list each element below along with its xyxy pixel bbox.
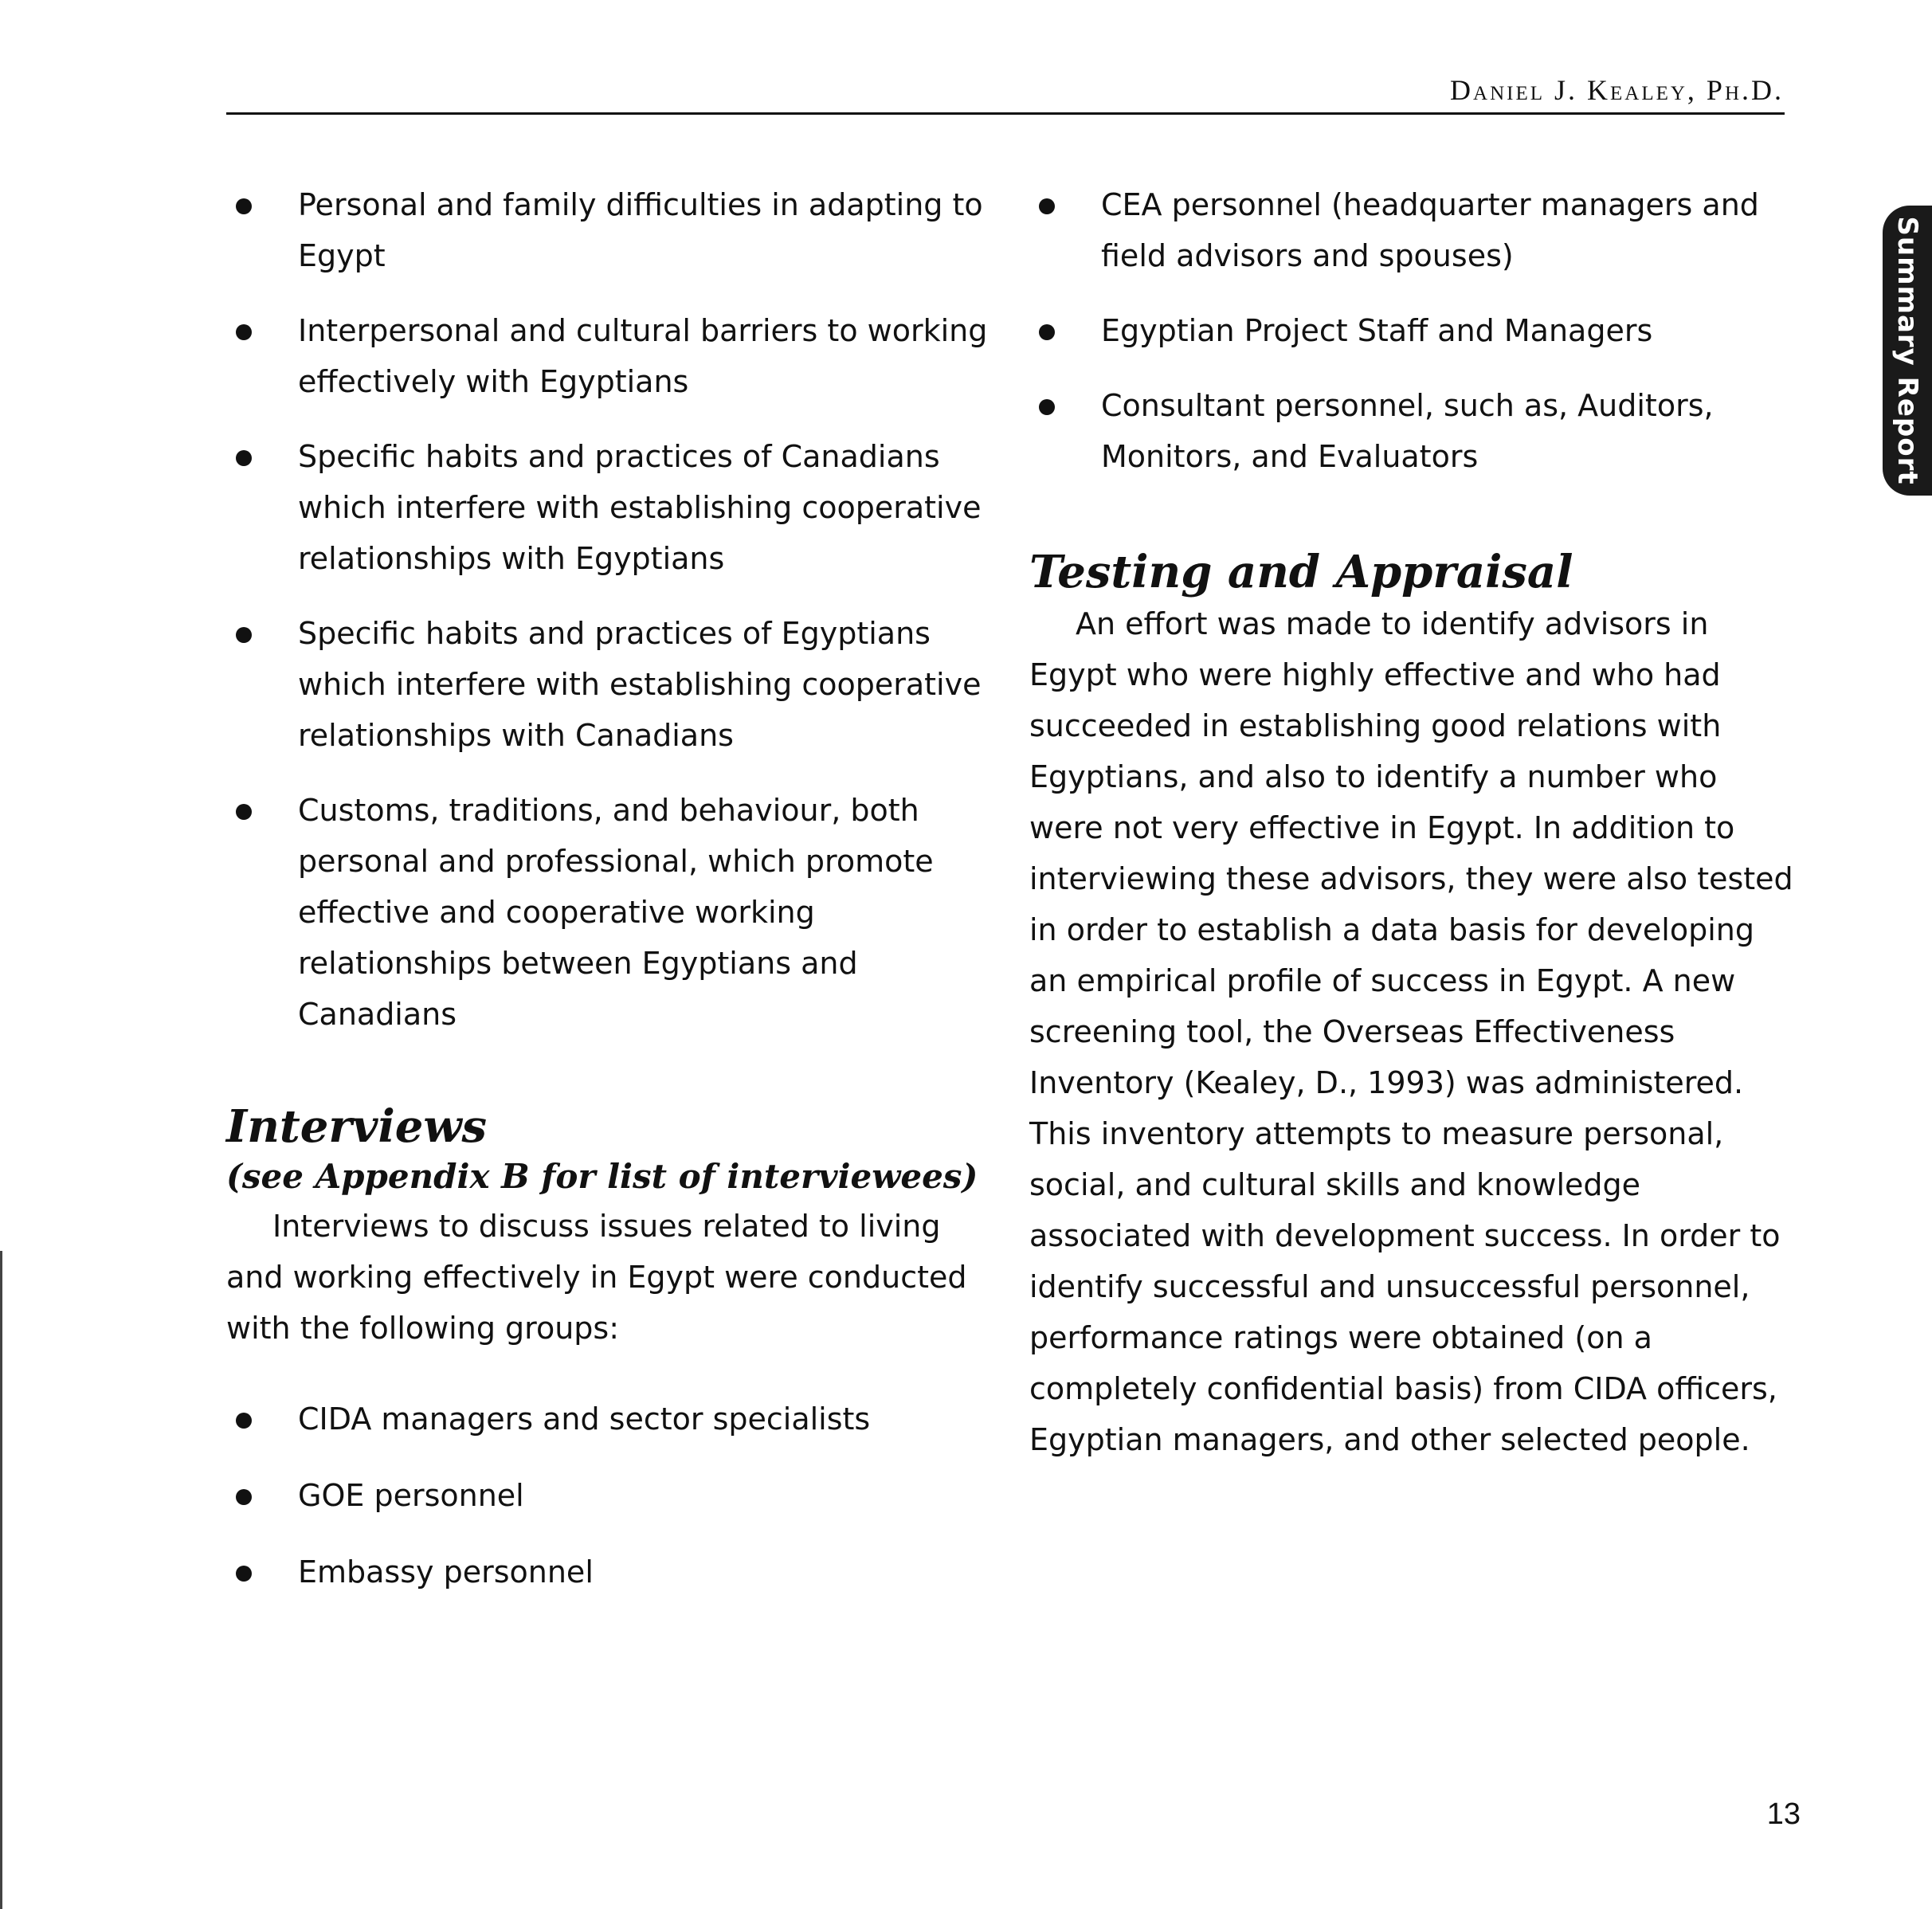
- list-item-text: CEA personnel (headquarter managers and field advisors and spouses): [1101, 187, 1759, 273]
- list-item: [226, 179, 991, 281]
- running-header-author: Daniel J. Kealey, Ph.D.: [1450, 74, 1784, 106]
- interviews-paragraph: Interviews to discuss issues related to living and working effectively in Egypt were conducted with the following groups:: [226, 1209, 967, 1346]
- interviews-heading: Interviews: [226, 1100, 488, 1153]
- bullet-icon: [236, 198, 252, 214]
- list-item: [226, 1546, 991, 1597]
- list-item-text: Consultant personnel, such as, Auditors, Monitors, and Evaluators: [1101, 388, 1714, 474]
- list-item-text: Specific habits and practices of Egyptians which interfere with establishing cooperative relationships with Canadians: [298, 616, 982, 753]
- bullet-icon: [236, 450, 252, 466]
- bullet-icon: [1039, 324, 1055, 340]
- list-item-text: Personal and family difficulties in adapting to Egypt: [298, 187, 983, 273]
- testing-paragraph: An effort was made to identify advisors in Egypt who were highly effective and who had succeeded in establishing good relations with Egyptians, and also to identify a number who were not very effective in Egypt. In addition to interviewing these advisors, they were also tested in order to establish a data basis for developing an empirical profile of success in Egypt. A new screening tool, the Overseas Effectiveness Inventory (Kealey, D., 1993) was administered. This inventory attempts to measure personal, social, and cultural skills and knowledge associated with development success. In order to identify successful and unsuccessful personnel, performance ratings were obtained (on a completely confidential basis) from CIDA officers, Egyptian managers, and other selected people.: [1029, 606, 1793, 1457]
- bullet-icon: [1039, 399, 1055, 415]
- section-side-tab: [1883, 206, 1932, 496]
- bullet-icon: [236, 804, 252, 820]
- bullet-icon: [236, 1413, 252, 1429]
- list-item-text: Specific habits and practices of Canadians which interfere with establishing cooperative relationships with Egyptians: [298, 439, 982, 576]
- topics-list: [226, 179, 991, 1040]
- list-item-text: Egyptian Project Staff and Managers: [1101, 313, 1653, 348]
- list-item: [226, 608, 991, 761]
- interviews-subheading: (see Appendix B for list of interviewees): [226, 1157, 978, 1196]
- list-item: [1029, 179, 1794, 281]
- testing-heading: Testing and Appraisal: [1029, 546, 1573, 598]
- list-item-text: Embassy personnel: [298, 1554, 594, 1590]
- list-item: [226, 305, 991, 407]
- list-item-text: Interpersonal and cultural barriers to working effectively with Egyptians: [298, 313, 988, 399]
- list-item: [226, 785, 991, 1040]
- list-item-text: Customs, traditions, and behaviour, both personal and professional, which promote effective and cooperative working relationships between Egyptians and Canadians: [298, 793, 934, 1032]
- side-tab-label: Summary Report: [1891, 216, 1923, 485]
- list-item: [1029, 380, 1794, 482]
- list-item: [226, 1394, 991, 1444]
- bullet-icon: [236, 324, 252, 340]
- header-rule: [226, 112, 1785, 115]
- left-column: [226, 179, 991, 1623]
- bullet-icon: [236, 1566, 252, 1582]
- bullet-icon: [1039, 198, 1055, 214]
- list-item: [1029, 305, 1794, 356]
- list-item-text: CIDA managers and sector specialists: [298, 1401, 871, 1437]
- list-item: [226, 1470, 991, 1521]
- bullet-icon: [236, 1489, 252, 1505]
- list-item: [226, 431, 991, 584]
- interview-groups-list: [226, 1394, 991, 1597]
- right-column: [1029, 179, 1794, 1465]
- bullet-icon: [236, 627, 252, 643]
- scan-margin-line: [0, 1251, 2, 1909]
- page-number: 13: [1766, 1797, 1801, 1831]
- interview-groups-continued-list: [1029, 179, 1794, 482]
- list-item-text: GOE personnel: [298, 1478, 524, 1513]
